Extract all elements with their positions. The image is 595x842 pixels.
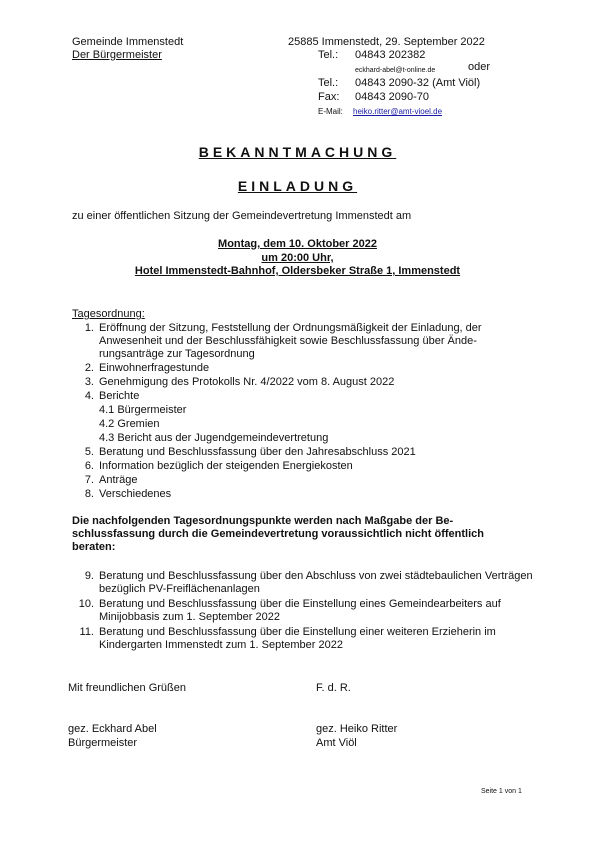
fax-value: 04843 2090-70: [355, 91, 430, 103]
agenda-text: Verschiedenes: [99, 488, 172, 500]
agenda-text: Beratung und Beschlussfassung über die Einstellung eines Gemeindearbeiters auf Minijobbasis zum 1. September 2022: [99, 598, 501, 623]
meeting-location: Hotel Immenstedt-Bahnhof, Oldersbeker Straße 1, Immenstedt: [134, 265, 461, 277]
agenda-title: Tagesordnung:: [72, 308, 145, 320]
agenda-num: 2.: [84, 362, 94, 374]
page-title: BEKANNTMACHUNG: [198, 144, 397, 160]
signature-2-name: gez. Heiko Ritter: [316, 723, 398, 735]
fdr-text: F. d. R.: [316, 682, 351, 694]
place-date: 25885 Immenstedt, 29. September 2022: [288, 36, 485, 48]
agenda-text: Genehmigung des Protokolls Nr. 4/2022 vom 8. August 2022: [99, 376, 395, 388]
page-number: Seite 1 von 1: [481, 788, 522, 795]
agenda-text: Beratung und Beschlussfassung über den Jahresabschluss 2021: [99, 446, 416, 458]
agenda-num: 10.: [78, 598, 94, 610]
municipality-name: Gemeinde Immenstedt: [72, 36, 184, 48]
agenda-num: 8.: [84, 488, 94, 500]
signature-1-role: Bürgermeister: [68, 737, 138, 749]
agenda-num: 3.: [84, 376, 94, 388]
agenda-num: 1.: [84, 322, 94, 334]
agenda-num: 4.: [84, 390, 94, 402]
agenda-text: Einwohnerfragestunde: [99, 362, 210, 374]
agenda-text: Beratung und Beschlussfassung über den Abschluss von zwei städtebaulichen Verträgen bezüglich PV-Freiflächenanlagen: [99, 570, 533, 595]
tel1-label: Tel.:: [318, 49, 339, 61]
agenda-num: 5.: [84, 446, 94, 458]
tel2-label: Tel.:: [318, 77, 339, 89]
agenda-text: Eröffnung der Sitzung, Feststellung der Ordnungsmäßigkeit der Einladung, der Anwesenheit und der Beschlussfähigkeit sowie Beschlussfassung über Ände-rungsanträge zur Tagesordnung: [99, 322, 482, 360]
agenda-num: 6.: [84, 460, 94, 472]
tel2-value: 04843 2090-32 (Amt Viöl): [355, 77, 481, 89]
signature-2-role: Amt Viöl: [316, 737, 357, 749]
agenda-text: Berichte: [99, 390, 140, 402]
agenda-text: 4.3 Bericht aus der Jugendgemeindevertretung: [99, 432, 329, 444]
email-small: eckhard-abel@t-online.de: [355, 67, 436, 74]
meeting-date: Montag, dem 10. Oktober 2022: [218, 238, 377, 250]
oder-text: oder: [468, 61, 491, 73]
non-public-note: Die nachfolgenden Tagesordnungspunkte werden nach Maßgabe der Be-schlussfassung durch die Gemeindevertretung voraussichtlich nicht öffentlich beraten:: [72, 515, 484, 553]
mayor-office: Der Bürgermeister: [72, 49, 162, 61]
closing-greeting: Mit freundlichen Grüßen: [68, 682, 186, 694]
agenda-text: Anträge: [99, 474, 138, 486]
email-label: E-Mail:: [318, 107, 343, 116]
agenda-text: 4.2 Gremien: [99, 418, 160, 430]
agenda-num: 9.: [84, 570, 94, 582]
tel1-value: 04843 202382: [355, 49, 426, 61]
email-link[interactable]: heiko.ritter@amt-vioel.de: [353, 107, 443, 116]
agenda-num: 7.: [84, 474, 94, 486]
signature-1-name: gez. Eckhard Abel: [68, 723, 157, 735]
agenda-num: 11.: [79, 626, 94, 638]
fax-label: Fax:: [318, 91, 340, 103]
agenda-text: Beratung und Beschlussfassung über die Einstellung einer weiteren Erzieherin im Kindergarten Immenstedt zum 1. September 2022: [99, 626, 496, 651]
intro-text: zu einer öffentlichen Sitzung der Gemeindevertretung Immenstedt am: [72, 210, 412, 222]
agenda-text: 4.1 Bürgermeister: [99, 404, 187, 416]
agenda-text: Information bezüglich der steigenden Energiekosten: [99, 460, 353, 472]
page-subtitle: EINLADUNG: [237, 178, 358, 194]
meeting-time: um 20:00 Uhr,: [261, 252, 334, 264]
